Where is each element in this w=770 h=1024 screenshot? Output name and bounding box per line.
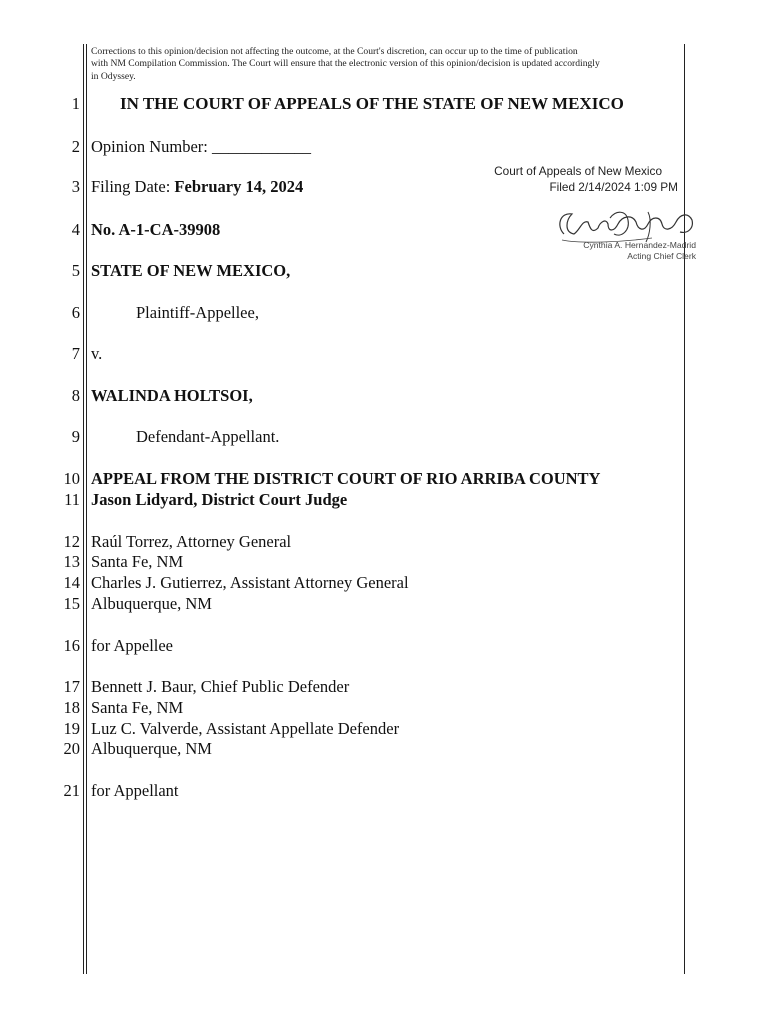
stamp-clerk-role: Acting Chief Clerk <box>627 251 696 261</box>
defendant-name: WALINDA HOLTSOI, <box>91 386 253 405</box>
line-number: 13 <box>63 552 80 571</box>
line-number: 11 <box>64 490 80 509</box>
chief-public-defender: Bennett J. Baur, Chief Public Defender <box>91 677 350 696</box>
line-number: 2 <box>71 137 80 156</box>
filing-date-line <box>91 177 303 197</box>
line-number: 14 <box>63 573 80 592</box>
filing-date: February 14, 2024 <box>174 177 304 196</box>
appellate-defender-city: Albuquerque, NM <box>91 739 212 758</box>
court-title: IN THE COURT OF APPEALS OF THE STATE OF NEW MEXICO <box>120 94 624 113</box>
left-margin-rule <box>83 44 84 974</box>
attorney-general-city: Santa Fe, NM <box>91 552 184 571</box>
plaintiff-role: Plaintiff-Appellee, <box>136 303 259 322</box>
appellate-defender: Luz C. Valverde, Assistant Appellate Defender <box>91 719 400 738</box>
line-number: 10 <box>63 469 80 488</box>
docket-number: No. A-1-CA-39908 <box>91 220 221 239</box>
stamp-clerk-name: Cynthia A. Hernandez-Madrid <box>583 240 696 250</box>
line-number: 16 <box>63 636 80 655</box>
notice-line: Corrections to this opinion/decision not affecting the outcome, at the Court's discretion, can occur up to the time of publication <box>91 46 578 57</box>
versus: v. <box>91 344 103 363</box>
public-defender-city: Santa Fe, NM <box>91 698 184 717</box>
opinion-number: Opinion Number: ____________ <box>91 137 311 156</box>
stamp-court-name: Court of Appeals of New Mexico <box>494 164 662 178</box>
right-margin-rule <box>684 44 685 974</box>
line-number: 20 <box>63 739 80 758</box>
filing-date-label: Filing Date: <box>91 177 175 196</box>
line-number: 15 <box>63 594 80 613</box>
assistant-attorney-general: Charles J. Gutierrez, Assistant Attorney General <box>91 573 409 592</box>
line-number: 17 <box>63 677 80 696</box>
line-number: 8 <box>71 386 80 405</box>
appeal-heading: APPEAL FROM THE DISTRICT COURT OF RIO ARRIBA COUNTY <box>91 469 601 488</box>
line-number: 1 <box>71 94 80 113</box>
left-margin-rule-inner <box>86 44 87 974</box>
for-appellant: for Appellant <box>91 781 179 800</box>
corrections-notice <box>91 46 683 83</box>
line-number: 5 <box>71 261 80 280</box>
assistant-attorney-general-city: Albuquerque, NM <box>91 594 212 613</box>
line-number: 6 <box>71 303 80 322</box>
line-number: 7 <box>71 344 80 363</box>
line-number: 19 <box>63 719 80 738</box>
for-appellee: for Appellee <box>91 636 174 655</box>
line-number: 4 <box>71 220 80 239</box>
notice-line: in Odyssey. <box>91 70 136 82</box>
line-number: 12 <box>63 532 80 551</box>
stamp-filed-datetime: Filed 2/14/2024 1:09 PM <box>549 180 678 194</box>
line-number: 3 <box>71 177 80 196</box>
line-number: 9 <box>71 427 80 446</box>
plaintiff-name: STATE OF NEW MEXICO, <box>91 261 291 280</box>
attorney-general: Raúl Torrez, Attorney General <box>91 532 292 551</box>
district-judge: Jason Lidyard, District Court Judge <box>91 490 348 509</box>
notice-line: with NM Compilation Commission. The Court will ensure that the electronic version of this opinion/decision is updated accordingly <box>91 58 600 70</box>
defendant-role: Defendant-Appellant. <box>136 427 280 446</box>
line-number: 21 <box>63 781 80 800</box>
line-number: 18 <box>63 698 80 717</box>
